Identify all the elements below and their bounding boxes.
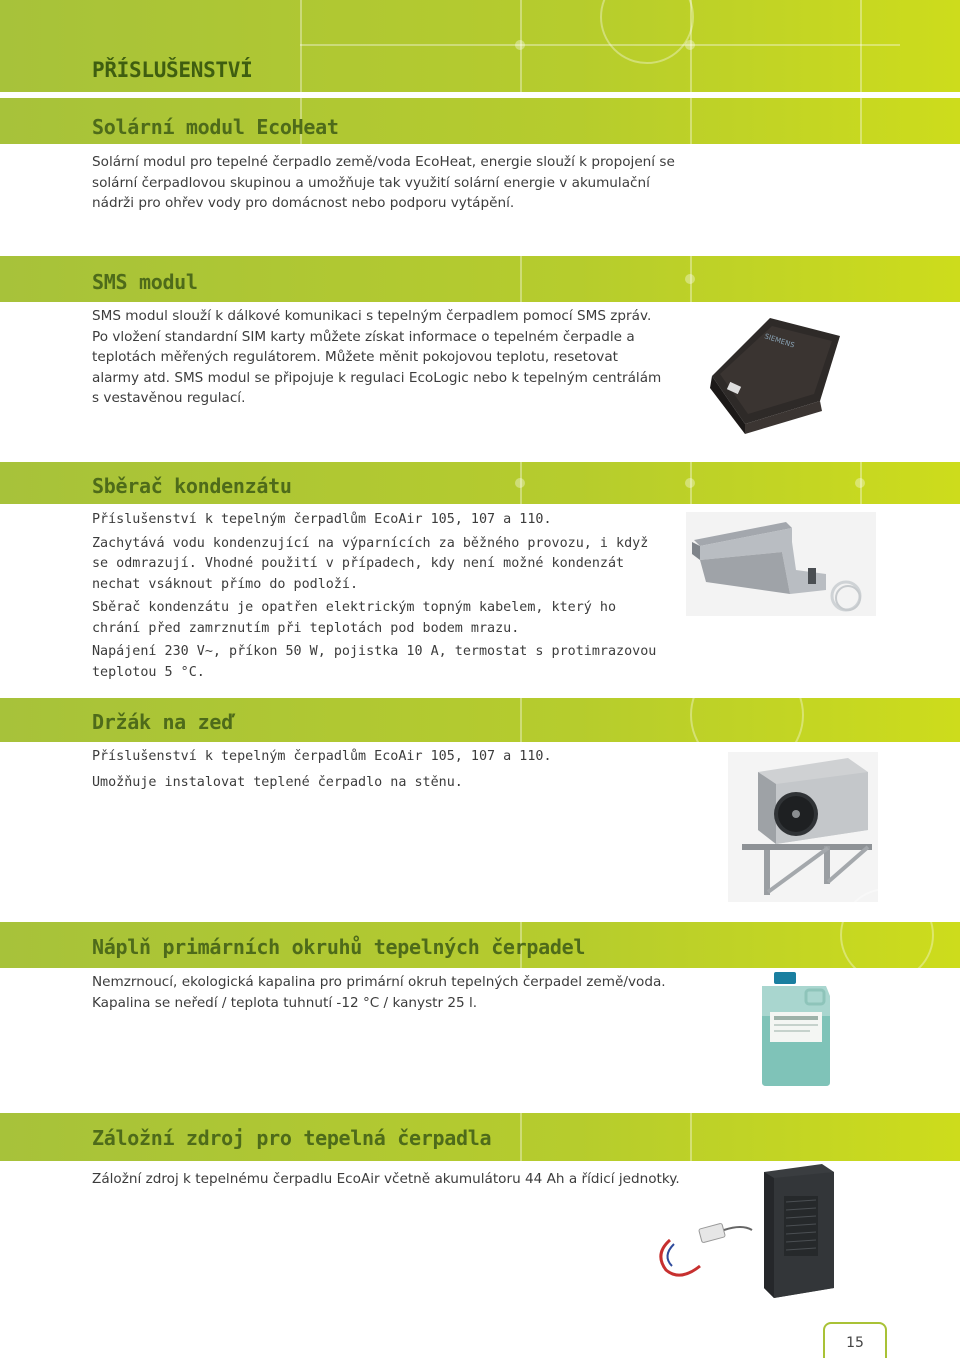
page-title: PŘÍSLUŠENSTVÍ — [92, 58, 253, 82]
section-text-backup-power — [92, 1169, 692, 1193]
sms-module-image — [700, 306, 850, 436]
wall-bracket-image — [728, 752, 878, 902]
section-title-wall-bracket: Držák na zeď — [92, 710, 233, 734]
section-title-backup-power: Záložní zdroj pro tepelná čerpadla — [92, 1126, 492, 1150]
paragraph: Záložní zdroj k tepelnému čerpadlu EcoAir včetně akumulátoru 44 Ah a řídicí jednotky. — [92, 1171, 680, 1187]
section-text-solar — [92, 152, 682, 217]
paragraph: Sběrač kondenzátu je opatřen elektrickým topným kabelem, který ho chrání před zamrznutím při teplotách pod bodem mrazu. — [92, 600, 617, 636]
condensate-tray-image — [686, 512, 876, 616]
section-text-sms — [92, 306, 662, 412]
paragraph: Napájení 230 V~, příkon 50 W, pojistka 10 A, termostat s protimrazovou teplotou 5 °C. — [92, 644, 657, 680]
paragraph: Příslušenství k tepelným čerpadlům EcoAir 105, 107 a 110. — [92, 512, 552, 527]
paragraph: Nemzrnoucí, ekologická kapalina pro primární okruh tepelných čerpadel země/voda. Kapalina se neředí / teplota tuhnutí -12 °C / kanystr 25 l. — [92, 974, 666, 1011]
sms-module-brand: SIEMENS — [763, 332, 796, 350]
section-text-wall-bracket — [92, 747, 662, 796]
paragraph: Umožňuje instalovat teplené čerpadlo na stěnu. — [92, 774, 463, 790]
fluid-canister-image — [756, 972, 836, 1088]
section-text-fluid — [92, 972, 672, 1016]
backup-power-image — [652, 1160, 848, 1300]
paragraph: SMS modul slouží k dálkové komunikaci s tepelným čerpadlem pomocí SMS zpráv. Po vložení standardní SIM karty můžete získat informace o tepelném čerpadle a teplotách měřených regulátorem. Můžete měnit pokojovou teplotu, resetovat alarmy atd. SMS modul se připojuje k regulaci EcoLogic nebo k tepelným centrálám s vestavěnou regulací. — [92, 308, 662, 406]
section-title-fluid: Náplň primárních okruhů tepelných čerpadel — [92, 935, 586, 959]
section-title-solar: Solární modul EcoHeat — [92, 115, 339, 139]
paragraph: Příslušenství k tepelným čerpadlům EcoAir 105, 107 a 110. — [92, 749, 552, 764]
section-title-sms: SMS modul — [92, 270, 198, 294]
section-title-condensate: Sběrač kondenzátu — [92, 474, 292, 498]
paragraph: Zachytává vodu kondenzující na výparnících za běžného provozu, i když se odmrazují. Vhodné použití v případech, kdy není možné kondenzát nechat vsáknout přímo do podloží. — [92, 535, 649, 592]
paragraph: Solární modul pro tepelné čerpadlo země/voda EcoHeat, energie slouží k propojení se solární čerpadlovou skupinou a umožňuje tak využití solární energie v akumulační nádrži pro ohřev vody pro domácnost nebo podporu vytápění. — [92, 154, 675, 211]
section-text-condensate — [92, 510, 662, 686]
page-number: 15 — [823, 1322, 887, 1358]
